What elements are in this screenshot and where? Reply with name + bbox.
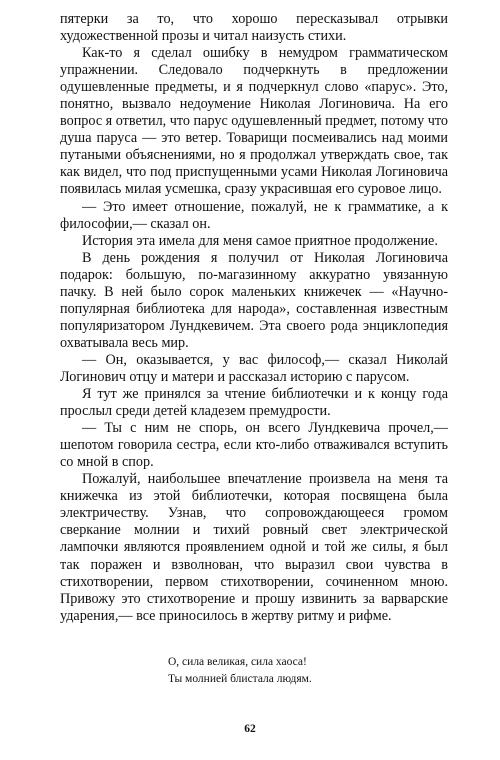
paragraph: Как-то я сделал ошибку в немудром грамматическом упражнении. Следовало подчеркнуть в предложении одушевленные предметы, и я подчеркнул слово «парус». Это, понятно, вызвало недоумение Николая Логиновича. На его вопрос я ответил, что парус одушевленный предмет, потому что душа паруса — это ветер. Товарищи посмеивались над моими путаными объяснениями, но я продолжал утверждать свое, так как видел, что под приспущенными усами Николая Логиновича появилась милая усмешка, сразу украсившая его суровое лицо.: [60, 45, 448, 198]
page-number: 62: [244, 723, 256, 735]
poem-line: Ты молнией блистала людям.: [168, 673, 312, 685]
poem: [168, 654, 312, 688]
paragraph: История эта имела для меня самое приятное продолжение.: [82, 232, 438, 249]
body-text: [60, 11, 448, 625]
paragraph: — Он, оказывается, у вас философ,— сказал Николай Логинович отцу и матери и рассказал историю с парусом.: [60, 351, 448, 385]
paragraph: — Ты с ним не спорь, он всего Лундкевича прочел,— шепотом говорила сестра, если кто-либо отваживался вступить со мной в спор.: [60, 420, 448, 471]
paragraph: пятерки за то, что хорошо пересказывал отрывки художественной прозы и читал наизусть стихи.: [60, 11, 448, 45]
paragraph: В день рождения я получил от Николая Логиновича подарок: большую, по-магазинному аккуратно увязанную пачку. В ней было сорок маленьких книжечек — «Научно-популярная библиотека для народа», составленная известным популяризатором Лундкевичем. Эта своего рода энциклопедия охватывала весь мир.: [60, 249, 448, 351]
paragraph: Пожалуй, наибольшее впечатление произвела на меня та книжечка из этой библиотечки, которая посвящена была электричеству. Узнав, что сопровождающееся громом сверкание молнии и тихий ровный свет электрической лампочки являются проявлением одной и той же силы, я был так поражен и взволнован, что выразил свои чувства в стихотворении, первом стихотворении, сочиненном мною. Привожу это стихотворение и прошу извинить за варварские ударения,— все приносилось в жертву ритму и рифме.: [60, 471, 448, 624]
paragraph: — Это имеет отношение, пожалуй, не к грамматике, а к философии,— сказал он.: [60, 198, 448, 232]
poem-line: О, сила великая, сила хаоса!: [168, 656, 307, 668]
paragraph: Я тут же принялся за чтение библиотечки и к концу года прослыл среди детей кладезем премудрости.: [60, 386, 448, 420]
